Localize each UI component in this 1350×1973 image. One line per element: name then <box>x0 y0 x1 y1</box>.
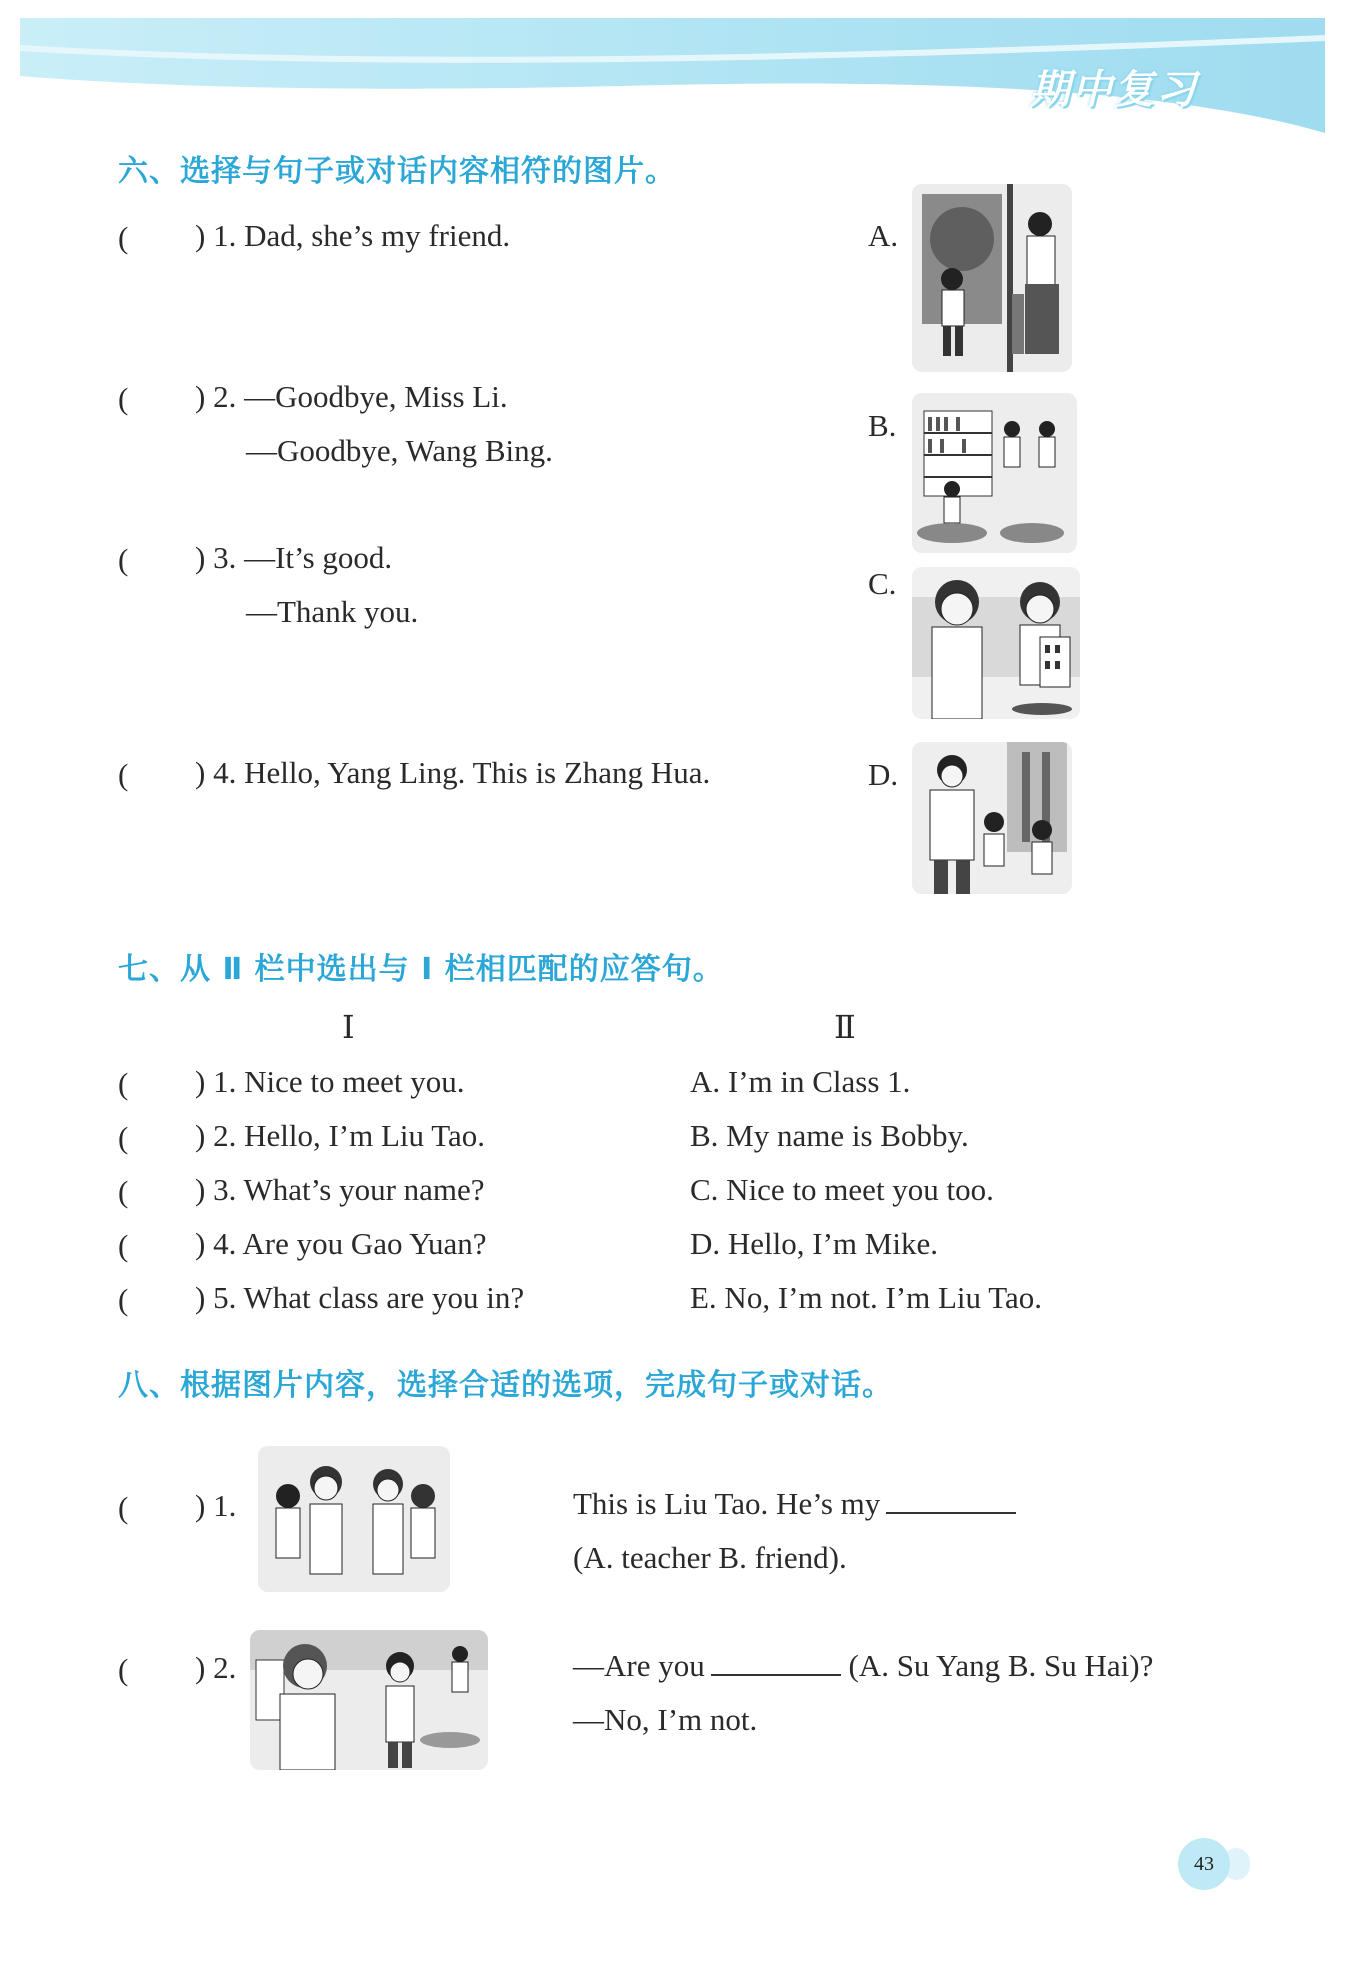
question-text: ) 2. —Goodbye, Miss Li. <box>195 379 508 414</box>
answer-paren[interactable]: ( <box>118 1174 129 1209</box>
answer-paren[interactable]: ( <box>118 1228 129 1263</box>
picture-a-illustration <box>912 184 1072 372</box>
answer-paren[interactable]: ( <box>118 757 129 792</box>
option-letter-b: B. <box>868 408 897 443</box>
page-number: 43 <box>1178 1838 1230 1890</box>
response-option: A. I’m in Class 1. <box>690 1064 911 1099</box>
question-text-line2: —Thank you. <box>246 594 419 629</box>
answer-paren[interactable]: ( <box>118 220 129 255</box>
question-one-illustration <box>258 1446 450 1592</box>
prompt-text: ) 2. Hello, I’m Liu Tao. <box>195 1118 485 1153</box>
q2-blank[interactable] <box>711 1648 841 1676</box>
picture-c-illustration <box>912 567 1080 719</box>
section-eight-title: 八、根据图片内容，选择合适的选项，完成句子或对话。 <box>118 1368 893 1403</box>
q2-sentence <box>573 1648 1153 1684</box>
option-letter-a: A. <box>868 218 899 253</box>
question-text-line2: —Goodbye, Wang Bing. <box>246 433 553 468</box>
prompt-text: ) 3. What’s your name? <box>195 1172 485 1207</box>
answer-paren[interactable]: ( <box>118 1490 129 1525</box>
q2-response: —No, I’m not. <box>573 1702 758 1737</box>
response-option: C. Nice to meet you too. <box>690 1172 994 1207</box>
option-letter-d: D. <box>868 757 899 792</box>
picture-b-illustration <box>912 393 1077 553</box>
q2-sentence-start: —Are you <box>573 1648 705 1683</box>
response-option: D. Hello, I’m Mike. <box>690 1226 938 1261</box>
answer-paren[interactable]: ( <box>118 381 129 416</box>
q1-choices: (A. teacher B. friend). <box>573 1540 847 1575</box>
answer-paren[interactable]: ( <box>118 1066 129 1101</box>
answer-paren[interactable]: ( <box>118 542 129 577</box>
section-six-title: 六、选择与句子或对话内容相符的图片。 <box>118 154 676 189</box>
q1-blank[interactable] <box>886 1486 1016 1514</box>
q1-sentence-text: This is Liu Tao. He’s my <box>573 1486 881 1521</box>
question-number: ) 2. <box>195 1650 237 1685</box>
header-badge: 期中复习 <box>1030 67 1198 113</box>
prompt-text: ) 1. Nice to meet you. <box>195 1064 465 1099</box>
column-two-heading: Ⅱ <box>834 1009 856 1045</box>
prompt-text: ) 5. What class are you in? <box>195 1280 525 1315</box>
option-letter-c: C. <box>868 566 897 601</box>
prompt-text: ) 4. Are you Gao Yuan? <box>195 1226 487 1261</box>
question-number: ) 1. <box>195 1488 237 1523</box>
section-seven-title: 七、从 Ⅱ 栏中选出与 Ⅰ 栏相匹配的应答句。 <box>118 952 724 987</box>
q1-sentence <box>573 1486 1016 1522</box>
column-one-heading: Ⅰ <box>342 1009 355 1045</box>
question-two-illustration <box>250 1630 488 1770</box>
q2-choices: (A. Su Yang B. Su Hai)? <box>848 1648 1154 1683</box>
response-option: E. No, I’m not. I’m Liu Tao. <box>690 1280 1042 1315</box>
picture-d-illustration <box>912 742 1072 894</box>
answer-paren[interactable]: ( <box>118 1282 129 1317</box>
answer-paren[interactable]: ( <box>118 1652 129 1687</box>
answer-paren[interactable]: ( <box>118 1120 129 1155</box>
question-text: ) 4. Hello, Yang Ling. This is Zhang Hua. <box>195 755 711 790</box>
question-text: ) 1. Dad, she’s my friend. <box>195 218 511 253</box>
question-text: ) 3. —It’s good. <box>195 540 393 575</box>
response-option: B. My name is Bobby. <box>690 1118 969 1153</box>
